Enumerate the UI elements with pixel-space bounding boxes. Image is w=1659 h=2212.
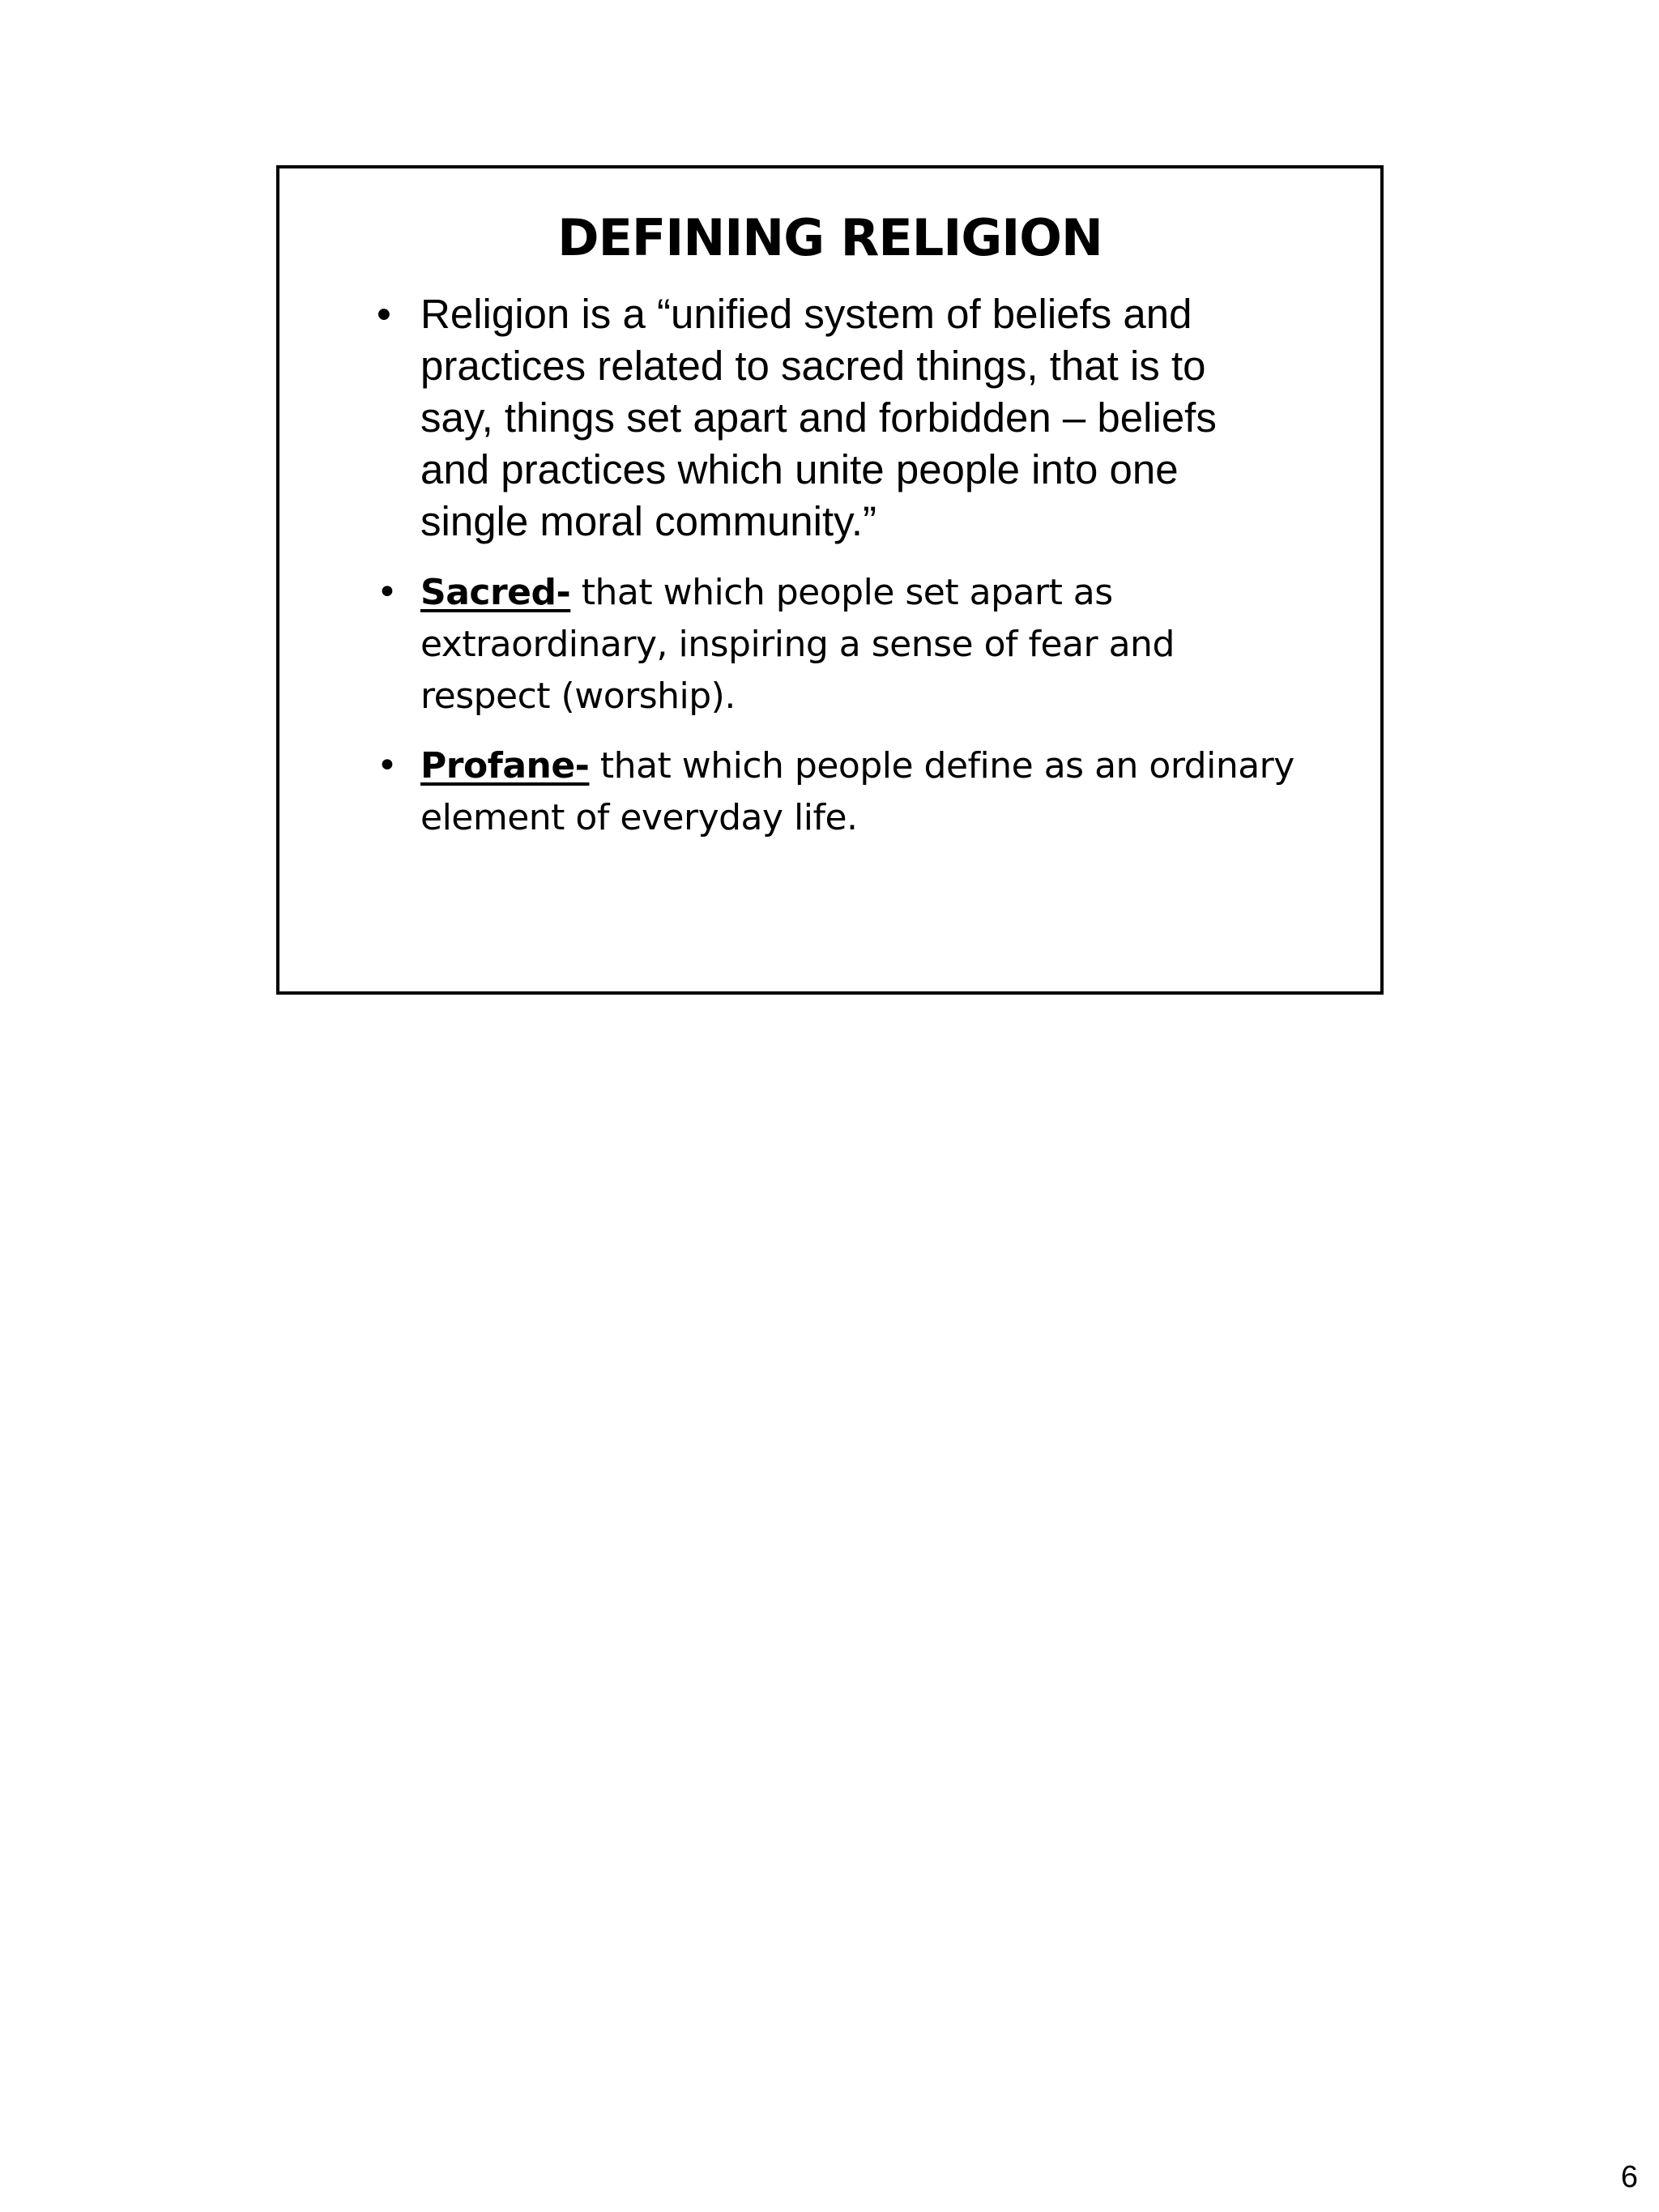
page-number: 6 (1620, 2160, 1638, 2194)
bullet-icon: • (377, 572, 398, 613)
term-profane: Profane- (420, 745, 590, 786)
bullet-item-profane (377, 740, 1336, 844)
bullet-list (377, 288, 1316, 844)
bullet-icon: • (377, 291, 391, 337)
bullet-text: that which people set apart as extraordinary, inspiring a sense of fear and respect (worship). (420, 572, 1175, 717)
slide-frame (276, 165, 1384, 995)
bullet-text: Religion is a “unified system of beliefs and practices related to sacred things, that is to say, things set apart and forbidden – beliefs and practices which unite people into one single moral community.” (420, 291, 1217, 544)
bullet-item-religion-definition (377, 288, 1279, 548)
slide-title: DEFINING RELIGION (557, 208, 1102, 267)
bullet-item-sacred (377, 567, 1263, 722)
bullet-icon: • (377, 745, 398, 786)
term-sacred: Sacred- (420, 572, 571, 613)
bullet-text: that which people define as an ordinary element of everyday life. (420, 745, 1294, 838)
